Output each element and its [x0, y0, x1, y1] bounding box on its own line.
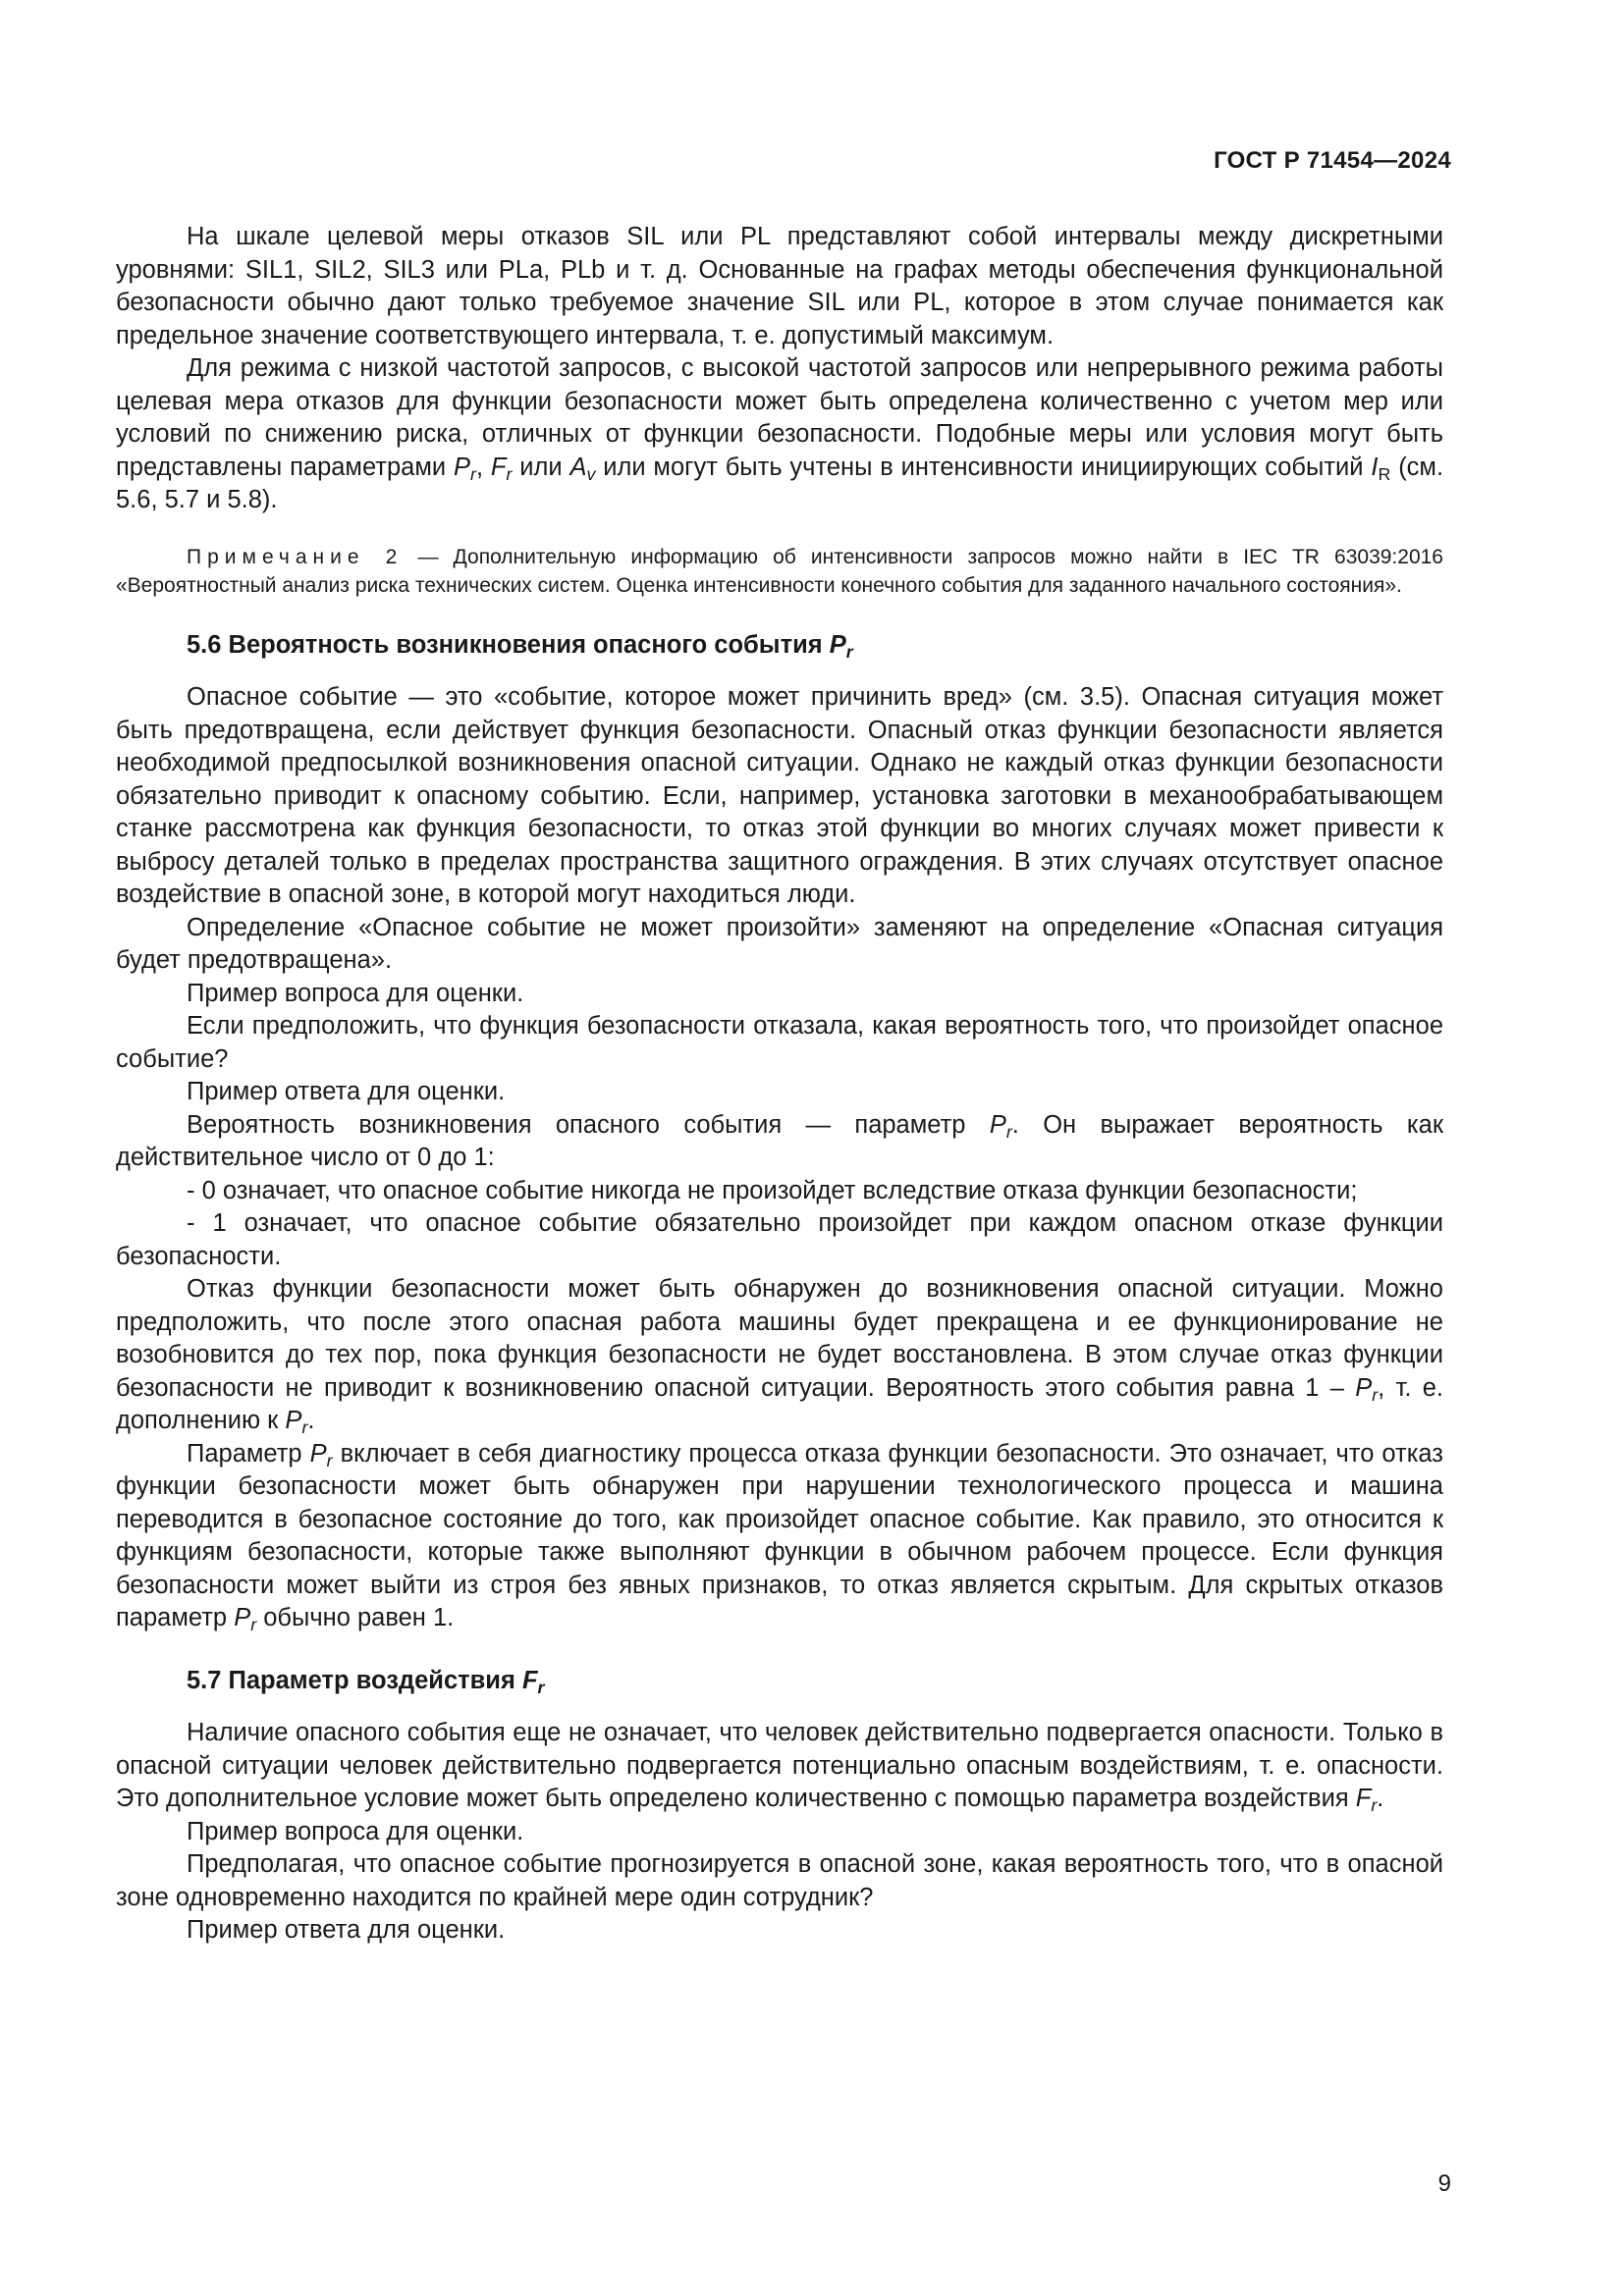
paragraph-exposure: Наличие опасного события еще не означает, что человек действительно подвергается опасности. Только в опасной ситуации человек действительно подвергается потенциально опасным воздействиям, т. е. опасности. Это дополнительное условие может быть определено количественно с помощью параметра воздействия $F_r$. [116, 1719, 1443, 1815]
standard-code: ГОСТ Р 71454—2024 [1214, 147, 1451, 174]
paragraph-pr-definition: Вероятность возникновения опасного события — параметр $P_r$. Он выражает вероятность как действительное число от 0 до 1: [116, 1110, 1443, 1171]
paragraph-sil-scale: На шкале целевой меры отказов SIL или PL представляют собой интервалы между дискретными уровнями: SIL1, SIL2, SIL3 или PLa, PLb и т. д. Основанные на графах методы обеспечения функциональной безопасности обычно дают только требуемое значение SIL или PL, которое в этом случае понимается как предельное значение соответствующего интервала, т. е. допустимый максимум. [116, 223, 1443, 349]
section-heading-5-7: 5.7 Параметр воздействия $F_r$ [187, 1666, 545, 1697]
example-question-label-2: Пример вопроса для оценки. [187, 1817, 524, 1845]
note-label: Примечание 2 [187, 545, 404, 568]
example-answer-label-2: Пример ответа для оценки. [187, 1916, 506, 1944]
example-question-label: Пример вопроса для оценки. [187, 979, 524, 1007]
list-item-0: - 0 означает, что опасное событие никогда не произойдет вследствие отказа функции безопасности; [187, 1176, 1358, 1204]
paragraph-definition: Определение «Опасное событие не может произойти» заменяют на определение «Опасная ситуация будет предотвращена». [116, 913, 1443, 974]
list-item-1: - 1 означает, что опасное событие обязательно произойдет при каждом опасном отказе функции безопасности. [116, 1209, 1443, 1270]
note-2: Примечание 2 — Дополнительную информацию об интенсивности запросов можно найти в IEC TR 63039:2016 «Вероятностный анализ риска технических систем. Оценка интенсивности конечного события для заданного начального состояния». [116, 545, 1443, 597]
document-body [116, 221, 1443, 1948]
example-question: Если предположить, что функция безопасности отказала, какая вероятность того, что произойдет опасное событие? [116, 1012, 1443, 1073]
section-heading-5-6: 5.6 Вероятность возникновения опасного события $P_r$ [187, 630, 853, 662]
example-answer-label: Пример ответа для оценки. [187, 1078, 506, 1105]
paragraph-pr-diagnostics: Параметр $P_r$ включает в себя диагностику процесса отказа функции безопасности. Это означает, что отказ функции безопасности может быть обнаружен при нарушении технологического процесса и машина переводится в безопасное состояние до того, как произойдет опасное событие. Как правило, это относится к функциям безопасности, которые также выполняют функции в обычном рабочем процессе. Если функция безопасности может выйти из строя без явных признаков, то отказ является скрытым. Для скрытых отказов параметр $P_r$ обычно равен 1. [116, 1439, 1443, 1634]
paragraph-failure-detection: Отказ функции безопасности может быть обнаружен до возникновения опасной ситуации. Можно предположить, что после этого опасная работа машины будет прекращена и ее функционирование не возобновится до тех пор, пока функция безопасности не будет восстановлена. В этом случае отказ функции безопасности не приводит к возникновению опасной ситуации. Вероятность этого события равна $1 - P_r$, т. е. дополнению к $P_r$. [116, 1275, 1443, 1437]
paragraph-demand-mode: Для режима с низкой частотой запросов, с высокой частотой запросов или непрерывного режима работы целевая мера отказов для функции безопасности может быть определена количественно с учетом мер или условий по снижению риска, отличных от функции безопасности. Подобные меры или условия могут быть представлены параметрами $P_r$, $F_r$ или $A_v$ или могут быть учтены в интенсивности инициирующих событий $I_R$ (см. 5.6, 5.7 и 5.8). [116, 354, 1444, 513]
paragraph-hazardous-event: Опасное событие — это «событие, которое может причинить вред» (см. 3.5). Опасная ситуация может быть предотвращена, если действует функция безопасности. Опасный отказ функции безопасности является необходимой предпосылкой возникновения опасной ситуации. Однако не каждый отказ функции безопасности обязательно приводит к опасному событию. Если, например, установка заготовки в механообрабатывающем станке рассмотрена как функция безопасности, то отказ этой функции во многих случаях может привести к выбросу деталей только в пределах пространства защитного ограждения. В этих случаях отсутствует опасное воздействие в опасной зоне, в которой могут находиться люди. [116, 683, 1443, 908]
page-number: 9 [1437, 2170, 1451, 2197]
example-question-2: Предполагая, что опасное событие прогнозируется в опасной зоне, какая вероятность того, что в опасной зоне одновременно находится по крайней мере один сотрудник? [116, 1850, 1443, 1911]
